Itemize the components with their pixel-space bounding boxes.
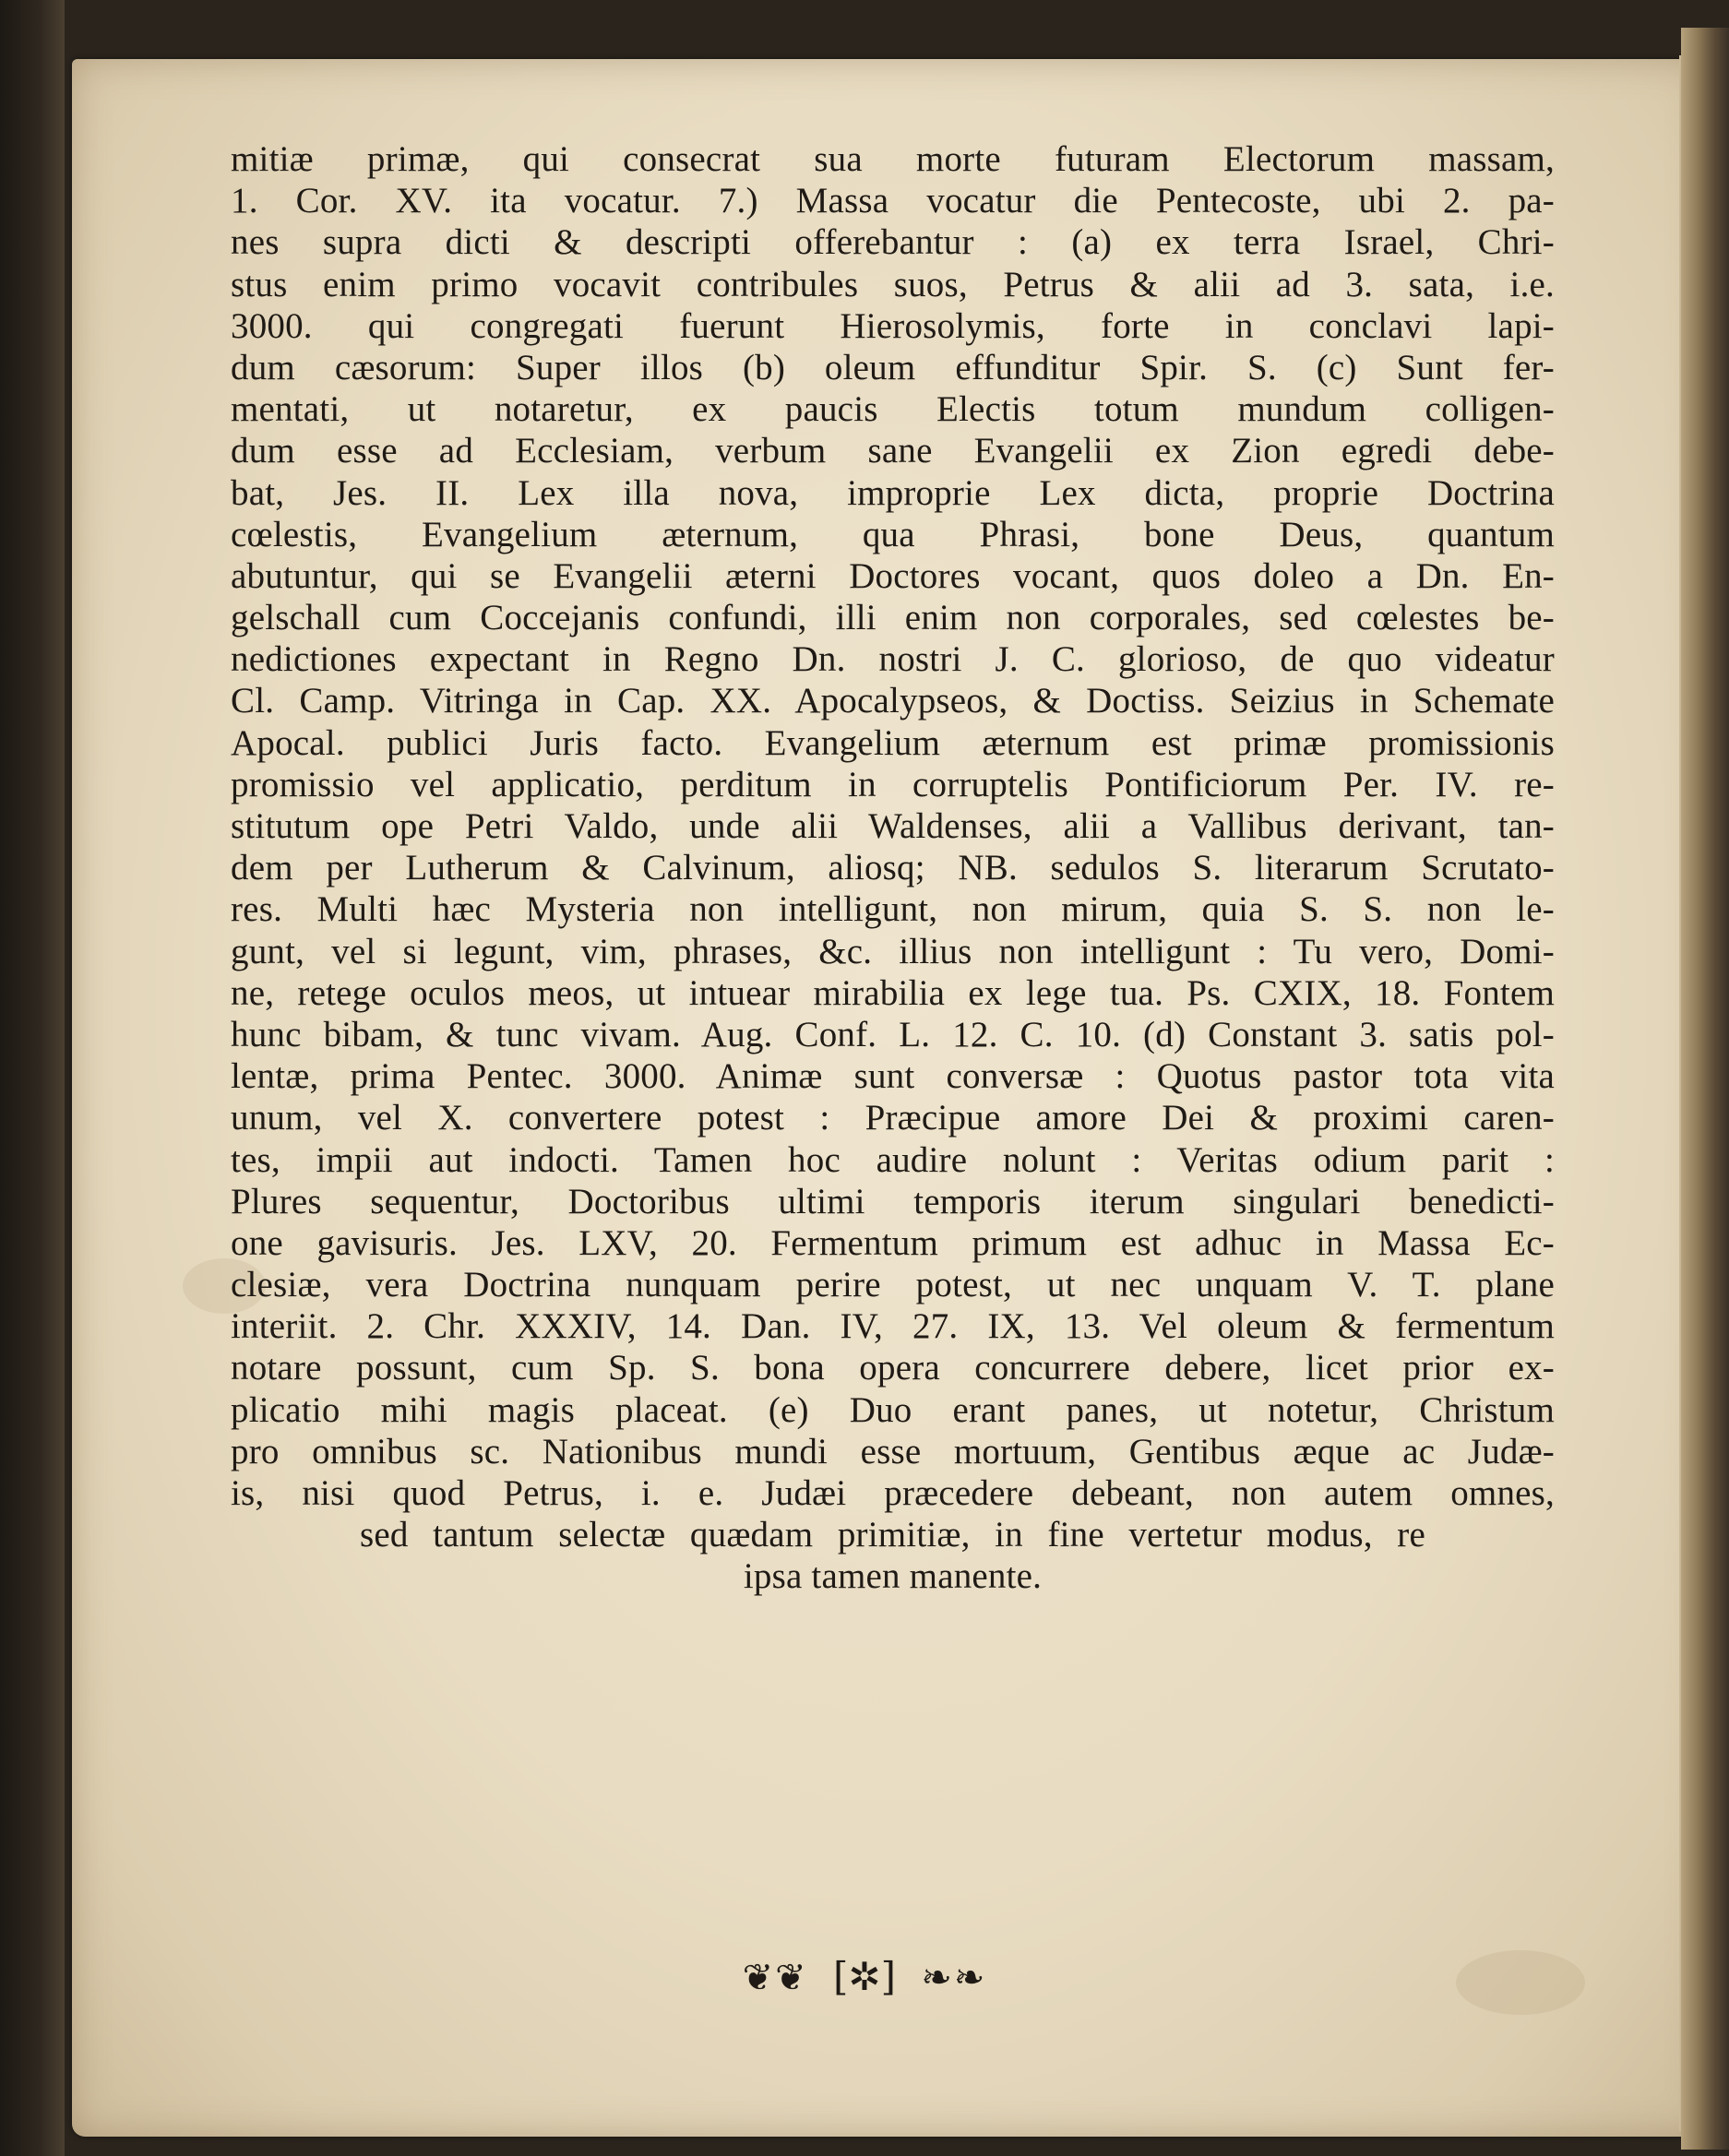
text-line: one gavisuris. Jes. LXV, 20. Fermentum primum est adhuc in Massa Ec- bbox=[231, 1222, 1555, 1263]
book-binding-edge bbox=[0, 0, 65, 2156]
text-line: Cl. Camp. Vitringa in Cap. XX. Apocalypseos, & Doctiss. Seizius in Schemate bbox=[231, 681, 1555, 721]
text-line: ne, retege oculos meos, ut intuear mirabilia ex lege tua. Ps. CXIX, 18. Fontem bbox=[231, 972, 1555, 1013]
text-line: dem per Lutherum & Calvinum, aliosq; NB. sedulos S. literarum Scrutato- bbox=[231, 848, 1555, 888]
text-line: hunc bibam, & tunc vivam. Aug. Conf. L. 12. C. 10. (d) Constant 3. satis pol- bbox=[231, 1014, 1555, 1054]
text-line: abutuntur, qui se Evangelii æterni Doctores vocant, quos doleo a Dn. En- bbox=[231, 555, 1555, 596]
text-line: plicatio mihi magis placeat. (e) Duo erant panes, ut notetur, Christum bbox=[231, 1389, 1555, 1430]
text-line: nes supra dicti & descripti offerebantur : (a) ex terra Israel, Chri- bbox=[231, 222, 1555, 263]
text-line: sed tantum selectæ quædam primitiæ, in fine vertetur modus, re bbox=[360, 1515, 1425, 1555]
text-line: gelschall cum Coccejanis confundi, illi enim non corporales, sed cœlestes be- bbox=[231, 598, 1555, 638]
text-line: clesiæ, vera Doctrina nunquam perire potest, ut nec unquam V. T. plane bbox=[231, 1265, 1555, 1305]
text-line: dum cæsorum: Super illos (b) oleum effunditur Spir. S. (c) Sunt fer- bbox=[231, 347, 1555, 387]
page-ornament bbox=[0, 1954, 1729, 1999]
text-line: dum esse ad Ecclesiam, verbum sane Evangelii ex Zion egredi debe- bbox=[231, 431, 1555, 471]
text-line: pro omnibus sc. Nationibus mundi esse mortuum, Gentibus æque ac Judæ- bbox=[231, 1431, 1555, 1471]
ornament-mark: [✲] bbox=[833, 1954, 896, 1999]
text-line: Plures sequentur, Doctoribus ultimi temporis iterum singulari benedicti- bbox=[231, 1181, 1555, 1221]
text-line: notare possunt, cum Sp. S. bona opera concurrere debere, licet prior ex- bbox=[231, 1348, 1555, 1388]
text-line: nedictiones expectant in Regno Dn. nostri J. C. glorioso, de quo videatur bbox=[231, 639, 1555, 680]
text-line: tes, impii aut indocti. Tamen hoc audire nolunt : Veritas odium parit : bbox=[231, 1139, 1555, 1180]
text-line: Apocal. publici Juris facto. Evangelium æternum est primæ promissionis bbox=[231, 722, 1555, 763]
text-line: unum, vel X. convertere potest : Præcipue amore Dei & proximi caren- bbox=[231, 1098, 1555, 1138]
text-line: lentæ, prima Pentec. 3000. Animæ sunt conversæ : Quotus pastor tota vita bbox=[231, 1056, 1555, 1097]
text-line: promissio vel applicatio, perditum in corruptelis Pontificiorum Per. IV. re- bbox=[231, 764, 1555, 804]
text-line: is, nisi quod Petrus, i. e. Judæi præcedere debeant, non autem omnes, bbox=[231, 1473, 1555, 1513]
text-line: stitutum ope Petri Valdo, unde alii Waldenses, alii a Vallibus derivant, tan- bbox=[231, 806, 1555, 846]
page-gutter bbox=[1681, 28, 1729, 2150]
text-line: res. Multi hæc Mysteria non intelligunt, non mirum, quia S. S. non le- bbox=[231, 889, 1555, 930]
text-line: stus enim primo vocavit contribules suos, Petrus & alii ad 3. sata, i.e. bbox=[231, 264, 1555, 304]
text-line-final: ipsa tamen manente. bbox=[743, 1556, 1043, 1597]
text-line: 1. Cor. XV. ita vocatur. 7.) Massa vocatur die Pentecoste, ubi 2. pa- bbox=[231, 181, 1555, 221]
text-line: gunt, vel si legunt, vim, phrases, &c. illius non intelligunt : Tu vero, Domi- bbox=[231, 931, 1555, 971]
text-line: mentati, ut notaretur, ex paucis Electis totum mundum colligen- bbox=[231, 389, 1555, 430]
fleuron-left-icon: ❦❦ bbox=[742, 1957, 808, 1999]
text-line: 3000. qui congregati fuerunt Hierosolymis, forte in conclavi lapi- bbox=[231, 305, 1555, 346]
text-line: bat, Jes. II. Lex illa nova, improprie Lex dicta, proprie Doctrina bbox=[231, 472, 1555, 513]
text-line: interiit. 2. Chr. XXXIV, 14. Dan. IV, 27. IX, 13. Vel oleum & fermentum bbox=[231, 1306, 1555, 1347]
text-line: cœlestis, Evangelium æternum, qua Phrasi, bone Deus, quantum bbox=[231, 514, 1555, 554]
body-text bbox=[231, 138, 1555, 1598]
text-line: mitiæ primæ, qui consecrat sua morte futuram Electorum massam, bbox=[231, 139, 1555, 179]
fleuron-right-icon: ❧❧ bbox=[921, 1957, 987, 1999]
